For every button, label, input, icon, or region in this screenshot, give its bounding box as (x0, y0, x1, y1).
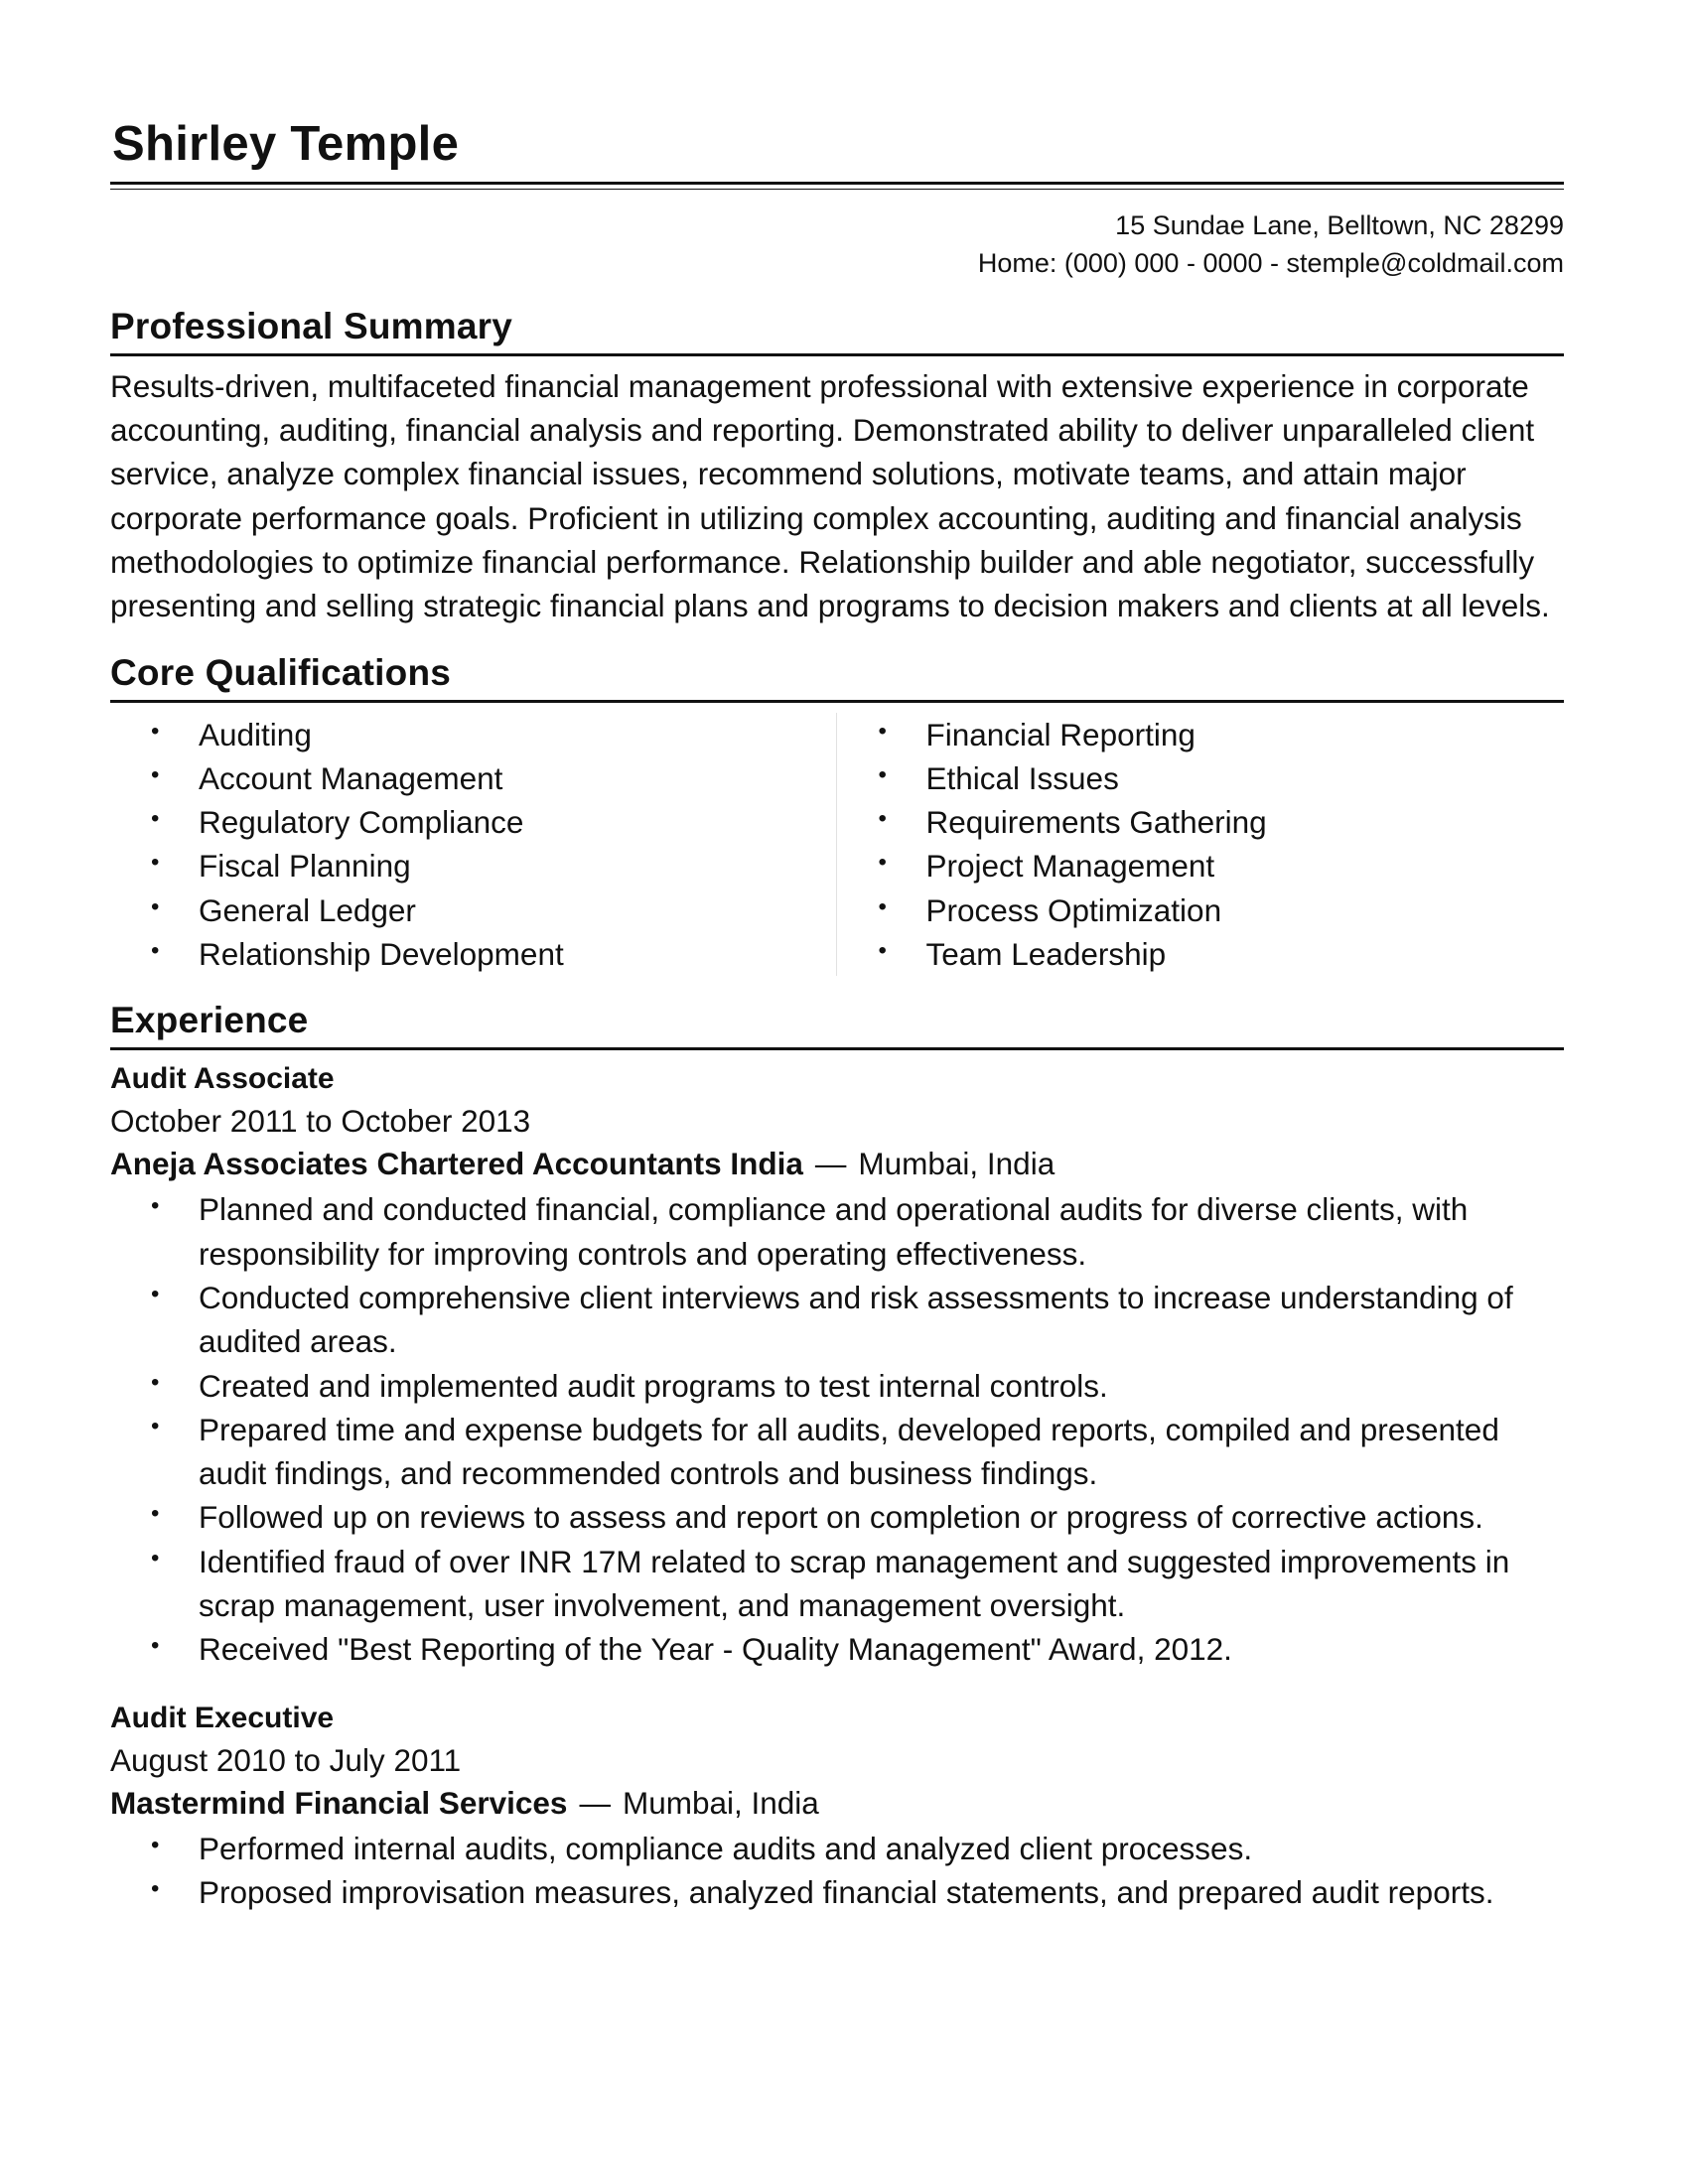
list-item-text: Team Leadership (925, 936, 1167, 973)
list-item (877, 756, 1564, 800)
list-item (877, 932, 1564, 976)
bullet-icon: • (878, 849, 887, 877)
job-dates: August 2010 to July 2011 (110, 1741, 462, 1778)
experience-rule (110, 1047, 1564, 1050)
list-item-text: Followed up on reviews to assess and report on completion or progress of corrective actions. (199, 1499, 1483, 1536)
bullet-icon: • (151, 1632, 160, 1660)
list-item-text: Created and implemented audit programs to test internal controls. (199, 1367, 1108, 1404)
bullet-icon: • (878, 805, 887, 833)
bullet-icon: • (151, 760, 160, 788)
job-location: Mumbai, India (858, 1146, 1055, 1182)
list-item-text: Identified fraud of over INR 17M related to scrap management and suggested improvements in scrap management, user involvement, and management oversight. (199, 1543, 1510, 1624)
summary-text: Results-driven, multifaceted financial management professional with extensive experience in corporate accounting, auditing, financial analysis and reporting. Demonstrated ability to deliver unparalleled client service, analyze complex financial issues, recommend solutions, motivate teams, and attain major corporate performance goals. Proficient in utilizing complex accounting, auditing and financial analysis methodologies to optimize financial performance. Relationship builder and able negotiator, successfully presenting and selling strategic financial plans and programs to decision makers and clients at all levels. (110, 367, 1550, 624)
qualifications-right-column (837, 713, 1564, 977)
bullet-icon: • (151, 1544, 160, 1571)
bullet-icon: • (151, 892, 160, 920)
name-rule-thick (110, 182, 1564, 185)
bullet-icon: • (151, 1368, 160, 1396)
list-item (110, 1187, 1564, 1276)
bullet-icon: • (878, 937, 887, 965)
list-item (110, 1364, 1564, 1408)
list-item-text: Conducted comprehensive client interviews and risk assessments to increase understanding of audited areas. (199, 1279, 1513, 1360)
job-responsibilities (110, 1187, 1564, 1671)
list-item-text: Financial Reporting (925, 716, 1196, 752)
list-item-text: Account Management (199, 759, 503, 796)
list-item-text: Auditing (199, 716, 312, 752)
list-item (877, 844, 1564, 887)
address-line: 15 Sundae Lane, Belltown, NC 28299 (1115, 209, 1564, 240)
list-item (110, 1870, 1564, 1914)
bullet-icon: • (151, 1874, 160, 1902)
list-item (110, 1540, 1564, 1628)
company-name: Mastermind Financial Services (110, 1784, 568, 1821)
bullet-icon: • (151, 1192, 160, 1220)
bullet-icon: • (151, 937, 160, 965)
list-item-text: Received "Best Reporting of the Year - Quality Management" Award, 2012. (199, 1631, 1232, 1668)
list-item (110, 800, 836, 844)
company-name: Aneja Associates Chartered Accountants India (110, 1146, 803, 1182)
job-title: Audit Associate (110, 1062, 335, 1096)
list-item-text: Regulatory Compliance (199, 804, 524, 841)
list-item (110, 932, 836, 976)
job-employer-line (110, 1782, 1564, 1825)
job-dates: October 2011 to October 2013 (110, 1103, 531, 1140)
job-responsibilities (110, 1827, 1564, 1915)
bullet-icon: • (878, 717, 887, 745)
contact-line: Home: (000) 000 - 0000 - stemple@coldmail.com (977, 247, 1564, 278)
list-item-text: Performed internal audits, compliance audits and analyzed client processes. (199, 1830, 1253, 1866)
list-item (110, 1276, 1564, 1364)
job-location: Mumbai, India (622, 1784, 819, 1821)
bullet-icon: • (151, 1412, 160, 1439)
qualifications-rule (110, 700, 1564, 703)
bullet-icon: • (151, 717, 160, 745)
bullet-icon: • (151, 1280, 160, 1307)
dash-separator: — (579, 1784, 611, 1821)
list-item-text: Fiscal Planning (199, 848, 411, 885)
name-rule-thin (110, 189, 1564, 190)
list-item-text: General Ledger (199, 891, 416, 928)
summary-heading: Professional Summary (110, 305, 512, 346)
list-item (110, 713, 836, 756)
list-item (110, 844, 836, 887)
list-item-text: Proposed improvisation measures, analyzed financial statements, and prepared audit reports. (199, 1873, 1494, 1910)
list-item-text: Requirements Gathering (925, 804, 1267, 841)
list-item (110, 1827, 1564, 1870)
job-entry (110, 1698, 1564, 1915)
bullet-icon: • (151, 805, 160, 833)
list-item-text: Relationship Development (199, 936, 564, 973)
list-item (877, 888, 1564, 932)
list-item (877, 713, 1564, 756)
job-employer-line (110, 1143, 1564, 1185)
bullet-icon: • (151, 849, 160, 877)
list-item-text: Process Optimization (925, 891, 1222, 928)
list-item-text: Prepared time and expense budgets for all audits, developed reports, compiled and presented audit findings, and recommended controls and business findings. (199, 1411, 1499, 1492)
bullet-icon: • (151, 1500, 160, 1528)
list-item-text: Planned and conducted financial, compliance and operational audits for diverse clients, with responsibility for improving controls and operating effectiveness. (199, 1191, 1469, 1272)
list-item-text: Project Management (925, 848, 1215, 885)
summary-rule (110, 353, 1564, 356)
list-item (110, 756, 836, 800)
list-item (110, 1627, 1564, 1671)
contact-block (110, 206, 1564, 282)
bullet-icon: • (151, 1831, 160, 1858)
job-title: Audit Executive (110, 1701, 335, 1734)
bullet-icon: • (878, 760, 887, 788)
dash-separator: — (814, 1146, 847, 1182)
resume-page (110, 107, 1564, 1914)
job-entry (110, 1058, 1564, 1671)
list-item-text: Ethical Issues (925, 759, 1119, 796)
experience-heading: Experience (110, 1000, 309, 1041)
candidate-name: Shirley Temple (112, 117, 460, 171)
experience-list (110, 1058, 1564, 1914)
list-item (877, 800, 1564, 844)
list-item (110, 1495, 1564, 1539)
list-item (110, 888, 836, 932)
qualifications-left-column (110, 713, 837, 977)
bullet-icon: • (878, 892, 887, 920)
qualifications-heading: Core Qualifications (110, 651, 452, 693)
qualifications-columns (110, 713, 1564, 977)
list-item (110, 1408, 1564, 1496)
